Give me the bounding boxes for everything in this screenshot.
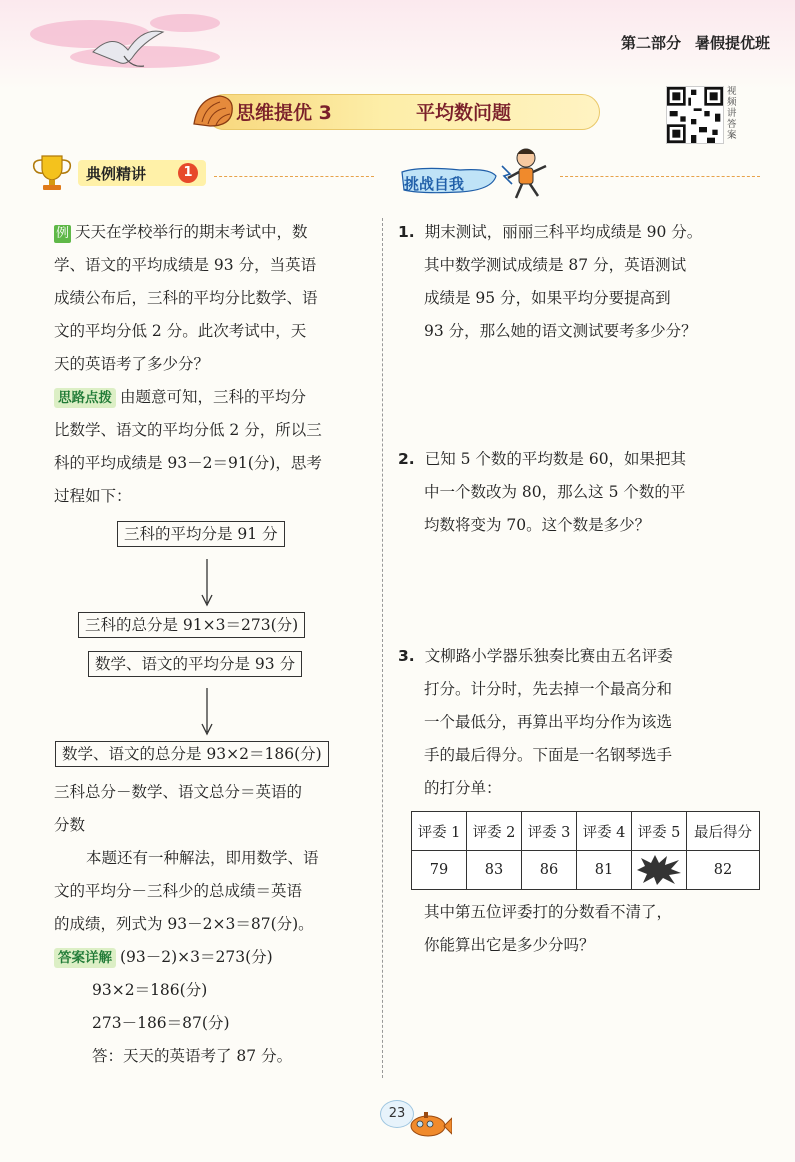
table-cell: 82 [687,851,760,890]
example-section-label: 典例精讲 [86,165,147,183]
table-header-cell: 最后得分 [687,812,760,851]
example-problem-line-0: 例 天天在学校举行的期末考试中，数 [56,223,308,241]
question-line: 成绩是 95 分，如果平均分要提高到 [424,289,671,307]
question-3-followup [424,896,764,962]
table-header-cell: 评委 5 [632,812,687,851]
alt-solution-line: 的成绩，列式为 93－2×3＝87(分)。 [54,915,314,933]
down-arrow-icon [200,688,214,736]
qr-label: 视频讲答案 [727,86,737,141]
flow-box-average-three: 三科的平均分是 91 分 [117,521,285,547]
table-header-row [412,812,760,851]
column-divider [382,218,383,1078]
table-header-cell: 评委 2 [467,812,522,851]
hint-tag: 思路点拨 [54,388,116,408]
course-label: 暑假提优班 [694,34,770,52]
table-header-cell: 评委 3 [522,812,577,851]
question-line: 均数将变为 70。这个数是多少？ [424,516,651,534]
answer-line: 答：天天的英语考了 87 分。 [92,1047,293,1065]
question-number: 2. [398,450,415,468]
section-divider-line [214,176,374,177]
example-problem-line: 成绩公布后，三科的平均分比数学、语 [54,289,318,307]
table-header-cell: 评委 4 [577,812,632,851]
page-topic: 平均数问题 [416,102,512,124]
table-header-cell: 评委 1 [412,812,467,851]
hint-line: 过程如下： [54,487,132,505]
score-table [411,811,760,890]
shell-icon [190,92,236,130]
table-cell: 81 [577,851,632,890]
question-line: 93 分，那么她的语文测试要考多少分？ [424,322,697,340]
ink-splat-icon [635,854,683,886]
boy-runner-icon [498,146,554,200]
question-1: 1. 期末测试，丽丽三科平均成绩是 90 分。 其中数学测试成绩是 87 分，英语测试 成绩是 95 分，如果平均分要提高到 93 分，那么她的语文测试要考多少分？ [398,216,758,348]
example-number-badge: 1 [178,163,198,183]
question-line: 一个最低分，再算出平均分作为该选 [424,713,673,731]
question-line: 你能算出它是多少分吗？ [424,936,595,954]
page-edge-bar [795,0,800,1162]
example-conclusion [54,776,370,1073]
example-column [54,216,370,513]
table-row [412,851,760,890]
example-problem-line: 文的平均分低 2 分。此次考试中，天 [54,322,307,340]
answer-line: 93×2＝186(分) [92,981,208,999]
answer-line: 273－186＝87(分) [92,1014,230,1032]
flow-box-average-two: 数学、语文的平均分是 93 分 [88,651,302,677]
alt-solution-line: 本题还有一种解法，即用数学、语 [86,849,319,867]
challenge-section-label: 挑战自我 [404,175,465,193]
question-line: 的打分单： [424,779,502,797]
alt-solution-line: 文的平均分－三科少的总成绩＝英语 [54,882,303,900]
fish-submarine-icon [408,1108,452,1140]
down-arrow-icon [200,559,214,607]
example-problem-line: 学、语文的平均成绩是 93 分，当英语 [54,256,317,274]
table-cell: 83 [467,851,522,890]
obscured-score-cell [632,851,687,890]
header-section-label [621,32,770,53]
question-3: 3. 文柳路小学器乐独奏比赛由五名评委 打分。计分时，先去掉一个最高分和 一个最低分，再算出平均分作为该选 手的最后得分。下面是一名钢琴选手 的打分单： [398,640,758,805]
flow-box-total-two: 数学、语文的总分是 93×2＝186(分) [55,741,329,767]
page-number: 23 [380,1100,414,1128]
page-title: 思维提优 3 [236,102,332,124]
question-number: 1. [398,223,415,241]
question-number: 3. [398,647,415,665]
qr-code-icon[interactable] [666,86,724,144]
hint-line: 科的平均成绩是 93－2＝91(分)，思考 [54,454,322,472]
question-line: 中一个数改为 80，那么这 5 个数的平 [424,483,686,501]
answer-tag: 答案详解 [54,948,116,968]
table-cell: 86 [522,851,577,890]
question-line: 手的最后得分。下面是一名钢琴选手 [424,746,673,764]
example-problem-line: 天的英语考了多少分？ [54,355,210,373]
question-line: 其中第五位评委打的分数看不清了， [424,903,673,921]
section-divider-line [560,176,760,177]
hint-line: 比数学、语文的平均分低 2 分，所以三 [54,421,322,439]
example-tag: 例 [56,226,70,241]
trophy-icon [30,152,74,192]
conclusion-line: 分数 [54,816,86,834]
answer-line-0: 答案详解 (93－2)×3＝273(分) [54,941,370,974]
table-cell: 79 [412,851,467,890]
seagull-icon [88,22,168,82]
part-label: 第二部分 [620,34,681,52]
question-line: 打分。计分时，先去掉一个最高分和 [424,680,673,698]
conclusion-line: 三科总分－数学、语文总分＝英语的 [54,783,303,801]
question-2: 2. 已知 5 个数的平均数是 60，如果把其 中一个数改为 80，那么这 5 个数的平 均数将变为 70。这个数是多少？ [398,443,758,542]
flow-box-total-three: 三科的总分是 91×3＝273(分) [78,612,305,638]
hint-line-0: 思路点拨 由题意可知，三科的平均分 [54,381,370,414]
question-line: 其中数学测试成绩是 87 分，英语测试 [424,256,687,274]
